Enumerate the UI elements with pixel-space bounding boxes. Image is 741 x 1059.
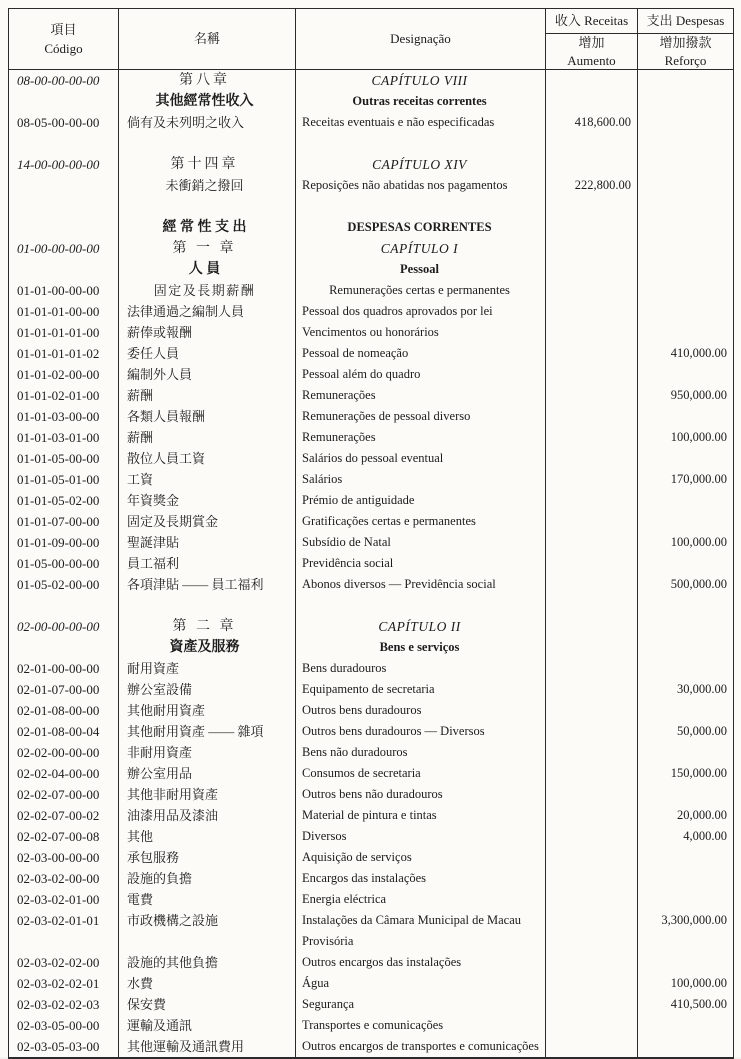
name-cell xyxy=(119,196,296,217)
code-cell: 01-01-05-02-00 xyxy=(9,490,119,511)
despesa-amount-cell xyxy=(638,784,734,805)
receita-amount-cell xyxy=(546,364,638,385)
code-cell: 01-01-05-00-00 xyxy=(9,448,119,469)
despesa-amount-cell xyxy=(638,154,734,175)
despesa-amount-cell: 30,000.00 xyxy=(638,679,734,700)
table-row xyxy=(9,973,734,994)
name-cell: 油漆用品及漆油 xyxy=(119,805,296,826)
receita-amount-cell xyxy=(546,574,638,595)
receita-amount-cell xyxy=(546,511,638,532)
code-cell xyxy=(9,196,119,217)
despesa-amount-cell xyxy=(638,70,734,92)
designation-cell: Subsídio de Natal xyxy=(296,532,546,553)
designation-cell: CAPÍTULO II xyxy=(296,616,546,637)
designation-cell: Pessoal dos quadros aprovados por lei xyxy=(296,301,546,322)
header-aumento-zh: 增加 xyxy=(551,34,632,52)
designation-cell: Segurança xyxy=(296,994,546,1015)
table-row xyxy=(9,364,734,385)
receita-amount-cell xyxy=(546,322,638,343)
despesa-amount-cell: 150,000.00 xyxy=(638,763,734,784)
name-cell: 固定及長期賞金 xyxy=(119,511,296,532)
despesa-amount-cell xyxy=(638,700,734,721)
despesa-amount-cell xyxy=(638,616,734,637)
designation-cell: Bens duradouros xyxy=(296,658,546,679)
name-cell: 耐用資產 xyxy=(119,658,296,679)
header-codigo-pt: Código xyxy=(14,39,113,59)
designation-cell: Salários xyxy=(296,469,546,490)
receita-amount-cell xyxy=(546,553,638,574)
designation-cell: Pessoal de nomeação xyxy=(296,343,546,364)
table-row xyxy=(9,805,734,826)
receita-amount-cell xyxy=(546,616,638,637)
despesa-amount-cell xyxy=(638,364,734,385)
designation-cell: CAPÍTULO VIII xyxy=(296,70,546,92)
receita-amount-cell xyxy=(546,910,638,931)
code-cell: 02-02-00-00-00 xyxy=(9,742,119,763)
name-cell: 辦公室用品 xyxy=(119,763,296,784)
receita-amount-cell: 418,600.00 xyxy=(546,112,638,133)
name-cell: 承包服務 xyxy=(119,847,296,868)
receita-amount-cell xyxy=(546,595,638,616)
despesa-amount-cell xyxy=(638,511,734,532)
code-cell: 02-03-02-02-00 xyxy=(9,952,119,973)
receita-amount-cell xyxy=(546,658,638,679)
table-row xyxy=(9,553,734,574)
designation-cell: CAPÍTULO I xyxy=(296,238,546,259)
table-row xyxy=(9,511,734,532)
code-cell: 02-03-02-02-03 xyxy=(9,994,119,1015)
table-row xyxy=(9,343,734,364)
code-cell: 08-00-00-00-00 xyxy=(9,70,119,92)
despesa-amount-cell xyxy=(638,1036,734,1058)
designation-cell: Prémio de antiguidade xyxy=(296,490,546,511)
designation-cell: Remunerações xyxy=(296,385,546,406)
name-cell: 未衝銷之撥回 xyxy=(119,175,296,196)
name-cell: 法律通過之編制人員 xyxy=(119,301,296,322)
name-cell: 固定及長期薪酬 xyxy=(119,280,296,301)
despesa-amount-cell xyxy=(638,322,734,343)
table-row xyxy=(9,259,734,280)
name-cell: 薪俸或報酬 xyxy=(119,322,296,343)
receita-amount-cell xyxy=(546,700,638,721)
table-row xyxy=(9,385,734,406)
name-cell: 聖誕津貼 xyxy=(119,532,296,553)
table-row xyxy=(9,532,734,553)
designation-cell: Instalações da Câmara Municipal de Macau xyxy=(296,910,546,931)
name-cell: 水費 xyxy=(119,973,296,994)
code-cell: 02-01-00-00-00 xyxy=(9,658,119,679)
despesa-amount-cell xyxy=(638,1015,734,1036)
code-cell xyxy=(9,259,119,280)
despesa-amount-cell xyxy=(638,91,734,112)
table-row xyxy=(9,238,734,259)
code-cell: 02-02-07-00-02 xyxy=(9,805,119,826)
code-cell: 02-02-07-00-08 xyxy=(9,826,119,847)
designation-cell: Vencimentos ou honorários xyxy=(296,322,546,343)
name-cell: 其他耐用資產 xyxy=(119,700,296,721)
header-codigo xyxy=(9,9,119,70)
name-cell xyxy=(119,133,296,154)
despesa-amount-cell xyxy=(638,637,734,658)
table-row xyxy=(9,763,734,784)
designation-cell xyxy=(296,133,546,154)
receita-amount-cell: 222,800.00 xyxy=(546,175,638,196)
name-cell: 保安費 xyxy=(119,994,296,1015)
name-cell: 薪酬 xyxy=(119,427,296,448)
receita-amount-cell xyxy=(546,721,638,742)
receita-amount-cell xyxy=(546,133,638,154)
receita-amount-cell xyxy=(546,847,638,868)
receita-amount-cell xyxy=(546,385,638,406)
designation-cell: CAPÍTULO XIV xyxy=(296,154,546,175)
code-cell: 02-01-08-00-04 xyxy=(9,721,119,742)
spacer-row xyxy=(9,133,734,154)
spacer-row xyxy=(9,595,734,616)
designation-cell: Bens e serviços xyxy=(296,637,546,658)
code-cell: 02-03-02-02-01 xyxy=(9,973,119,994)
despesa-amount-cell: 100,000.00 xyxy=(638,532,734,553)
table-row xyxy=(9,280,734,301)
header-reforco xyxy=(638,34,734,70)
despesa-amount-cell xyxy=(638,742,734,763)
despesa-amount-cell: 170,000.00 xyxy=(638,469,734,490)
code-cell: 02-03-05-00-00 xyxy=(9,1015,119,1036)
receita-amount-cell xyxy=(546,343,638,364)
despesa-amount-cell xyxy=(638,889,734,910)
table-row xyxy=(9,742,734,763)
receita-amount-cell xyxy=(546,301,638,322)
name-cell: 第八章 xyxy=(119,70,296,92)
receita-amount-cell xyxy=(546,1036,638,1058)
receita-amount-cell xyxy=(546,259,638,280)
code-cell: 01-01-09-00-00 xyxy=(9,532,119,553)
name-cell xyxy=(119,931,296,952)
name-cell: 其他 xyxy=(119,826,296,847)
code-cell xyxy=(9,931,119,952)
table-row xyxy=(9,616,734,637)
code-cell: 02-03-02-00-00 xyxy=(9,868,119,889)
despesa-amount-cell: 3,300,000.00 xyxy=(638,910,734,931)
table-header xyxy=(9,9,734,70)
name-cell: 其他非耐用資產 xyxy=(119,784,296,805)
despesa-amount-cell xyxy=(638,133,734,154)
code-cell: 01-01-01-01-00 xyxy=(9,322,119,343)
designation-cell: Receitas eventuais e não especificadas xyxy=(296,112,546,133)
table-row xyxy=(9,91,734,112)
despesa-amount-cell xyxy=(638,238,734,259)
receita-amount-cell xyxy=(546,154,638,175)
name-cell: 辦公室設備 xyxy=(119,679,296,700)
receita-amount-cell xyxy=(546,994,638,1015)
table-row xyxy=(9,784,734,805)
receita-amount-cell xyxy=(546,280,638,301)
designation-cell: Outros bens não duradouros xyxy=(296,784,546,805)
receita-amount-cell xyxy=(546,826,638,847)
designation-cell: Remunerações xyxy=(296,427,546,448)
designation-cell: Previdência social xyxy=(296,553,546,574)
designation-cell: Pessoal além do quadro xyxy=(296,364,546,385)
designation-cell: Equipamento de secretaria xyxy=(296,679,546,700)
designation-cell: Energia eléctrica xyxy=(296,889,546,910)
table-row xyxy=(9,658,734,679)
table-row xyxy=(9,427,734,448)
name-cell: 資產及服務 xyxy=(119,637,296,658)
code-cell: 01-01-02-01-00 xyxy=(9,385,119,406)
despesa-amount-cell: 20,000.00 xyxy=(638,805,734,826)
despesa-amount-cell xyxy=(638,406,734,427)
despesa-amount-cell xyxy=(638,931,734,952)
despesa-amount-cell xyxy=(638,259,734,280)
receita-amount-cell xyxy=(546,805,638,826)
code-cell: 02-02-07-00-00 xyxy=(9,784,119,805)
designation-cell: Reposições não abatidas nos pagamentos xyxy=(296,175,546,196)
receita-amount-cell xyxy=(546,931,638,952)
despesa-amount-cell xyxy=(638,658,734,679)
despesa-amount-cell: 4,000.00 xyxy=(638,826,734,847)
designation-cell: Outras receitas correntes xyxy=(296,91,546,112)
despesa-amount-cell xyxy=(638,952,734,973)
table-row xyxy=(9,574,734,595)
name-cell: 市政機構之設施 xyxy=(119,910,296,931)
code-cell xyxy=(9,133,119,154)
designation-cell: Outros encargos de transportes e comunicações xyxy=(296,1036,546,1058)
despesa-amount-cell: 950,000.00 xyxy=(638,385,734,406)
designation-cell xyxy=(296,196,546,217)
header-aumento-pt: Aumento xyxy=(551,52,632,70)
receita-amount-cell xyxy=(546,637,638,658)
despesa-amount-cell xyxy=(638,175,734,196)
name-cell: 非耐用資產 xyxy=(119,742,296,763)
name-cell: 電費 xyxy=(119,889,296,910)
receita-amount-cell xyxy=(546,742,638,763)
code-cell: 02-03-05-03-00 xyxy=(9,1036,119,1058)
table-row xyxy=(9,154,734,175)
name-cell: 運輸及通訊 xyxy=(119,1015,296,1036)
code-cell xyxy=(9,175,119,196)
despesa-amount-cell xyxy=(638,490,734,511)
table-row xyxy=(9,994,734,1015)
table-row xyxy=(9,217,734,238)
code-cell xyxy=(9,91,119,112)
name-cell: 散位人員工資 xyxy=(119,448,296,469)
designation-cell: Gratificações certas e permanentes xyxy=(296,511,546,532)
despesa-amount-cell: 500,000.00 xyxy=(638,574,734,595)
code-cell: 02-02-04-00-00 xyxy=(9,763,119,784)
table-row xyxy=(9,322,734,343)
receita-amount-cell xyxy=(546,238,638,259)
receita-amount-cell xyxy=(546,427,638,448)
code-cell: 02-03-00-00-00 xyxy=(9,847,119,868)
designation-cell: Diversos xyxy=(296,826,546,847)
table-row xyxy=(9,889,734,910)
name-cell: 編制外人員 xyxy=(119,364,296,385)
receita-amount-cell xyxy=(546,217,638,238)
receita-amount-cell xyxy=(546,1015,638,1036)
table-row xyxy=(9,679,734,700)
code-cell: 08-05-00-00-00 xyxy=(9,112,119,133)
receita-amount-cell xyxy=(546,973,638,994)
name-cell: 設施的負擔 xyxy=(119,868,296,889)
code-cell: 01-05-00-00-00 xyxy=(9,553,119,574)
despesa-amount-cell xyxy=(638,112,734,133)
table-row xyxy=(9,1015,734,1036)
receita-amount-cell xyxy=(546,91,638,112)
table-row xyxy=(9,700,734,721)
code-cell: 01-01-00-00-00 xyxy=(9,280,119,301)
table-row xyxy=(9,301,734,322)
header-receitas-group: 收入 Receitas xyxy=(546,9,638,34)
designation-cell: Material de pintura e tintas xyxy=(296,805,546,826)
designation-cell: Remunerações de pessoal diverso xyxy=(296,406,546,427)
table-row xyxy=(9,448,734,469)
despesa-amount-cell xyxy=(638,595,734,616)
table-row xyxy=(9,826,734,847)
table-row xyxy=(9,490,734,511)
receita-amount-cell xyxy=(546,448,638,469)
code-cell xyxy=(9,595,119,616)
name-cell: 各項津貼 —— 員工福利 xyxy=(119,574,296,595)
name-cell: 其他經常性收入 xyxy=(119,91,296,112)
designation-cell: Outros bens duradouros — Diversos xyxy=(296,721,546,742)
designation-cell: Água xyxy=(296,973,546,994)
name-cell: 工資 xyxy=(119,469,296,490)
despesa-amount-cell xyxy=(638,217,734,238)
budget-table xyxy=(8,8,734,1059)
name-cell: 委任人員 xyxy=(119,343,296,364)
name-cell: 倘有及未列明之收入 xyxy=(119,112,296,133)
code-cell xyxy=(9,217,119,238)
despesa-amount-cell xyxy=(638,553,734,574)
table-row xyxy=(9,952,734,973)
code-cell: 02-01-08-00-00 xyxy=(9,700,119,721)
receita-amount-cell xyxy=(546,763,638,784)
name-cell: 第 二 章 xyxy=(119,616,296,637)
header-nome: 名稱 xyxy=(119,9,296,70)
receita-amount-cell xyxy=(546,196,638,217)
code-cell: 01-01-03-00-00 xyxy=(9,406,119,427)
header-codigo-zh: 項目 xyxy=(14,20,113,40)
designation-cell: Abonos diversos — Previdência social xyxy=(296,574,546,595)
table-row xyxy=(9,847,734,868)
name-cell: 薪酬 xyxy=(119,385,296,406)
receita-amount-cell xyxy=(546,532,638,553)
table-row xyxy=(9,721,734,742)
despesa-amount-cell: 100,000.00 xyxy=(638,973,734,994)
designation-cell: Consumos de secretaria xyxy=(296,763,546,784)
designation-cell: Outros encargos das instalações xyxy=(296,952,546,973)
designation-cell: Remunerações certas e permanentes xyxy=(296,280,546,301)
designation-cell: Outros bens duradouros xyxy=(296,700,546,721)
despesa-amount-cell: 410,500.00 xyxy=(638,994,734,1015)
table-row xyxy=(9,1036,734,1058)
table-row xyxy=(9,175,734,196)
table-row xyxy=(9,406,734,427)
despesa-amount-cell xyxy=(638,280,734,301)
header-designacao: Designação xyxy=(296,9,546,70)
name-cell: 員工福利 xyxy=(119,553,296,574)
table-row xyxy=(9,931,734,952)
name-cell: 第十四章 xyxy=(119,154,296,175)
table-row xyxy=(9,112,734,133)
receita-amount-cell xyxy=(546,868,638,889)
name-cell: 各類人員報酬 xyxy=(119,406,296,427)
despesa-amount-cell xyxy=(638,301,734,322)
despesa-amount-cell: 100,000.00 xyxy=(638,427,734,448)
header-despesas-group: 支出 Despesas xyxy=(638,9,734,34)
table-row xyxy=(9,868,734,889)
code-cell: 02-03-02-01-01 xyxy=(9,910,119,931)
header-aumento xyxy=(546,34,638,70)
receita-amount-cell xyxy=(546,490,638,511)
designation-cell: Bens não duradouros xyxy=(296,742,546,763)
name-cell: 其他運輸及通訊費用 xyxy=(119,1036,296,1058)
table-body xyxy=(9,70,734,1059)
receita-amount-cell xyxy=(546,784,638,805)
name-cell: 其他耐用資產 —— 雜項 xyxy=(119,721,296,742)
despesa-amount-cell xyxy=(638,847,734,868)
receita-amount-cell xyxy=(546,406,638,427)
table-row xyxy=(9,637,734,658)
code-cell: 02-01-07-00-00 xyxy=(9,679,119,700)
designation-cell: Pessoal xyxy=(296,259,546,280)
code-cell: 01-01-03-01-00 xyxy=(9,427,119,448)
receita-amount-cell xyxy=(546,679,638,700)
receita-amount-cell xyxy=(546,469,638,490)
receita-amount-cell xyxy=(546,70,638,92)
code-cell: 01-01-01-00-00 xyxy=(9,301,119,322)
name-cell xyxy=(119,595,296,616)
despesa-amount-cell xyxy=(638,196,734,217)
name-cell: 經 常 性 支 出 xyxy=(119,217,296,238)
code-cell: 02-03-02-01-00 xyxy=(9,889,119,910)
code-cell: 14-00-00-00-00 xyxy=(9,154,119,175)
despesa-amount-cell: 50,000.00 xyxy=(638,721,734,742)
despesa-amount-cell: 410,000.00 xyxy=(638,343,734,364)
designation-cell xyxy=(296,595,546,616)
code-cell: 01-01-05-01-00 xyxy=(9,469,119,490)
designation-cell: Encargos das instalações xyxy=(296,868,546,889)
code-cell: 01-00-00-00-00 xyxy=(9,238,119,259)
designation-cell: Salários do pessoal eventual xyxy=(296,448,546,469)
despesa-amount-cell xyxy=(638,868,734,889)
spacer-row xyxy=(9,196,734,217)
name-cell: 設施的其他負擔 xyxy=(119,952,296,973)
header-row-top xyxy=(9,9,734,34)
designation-cell: Transportes e comunicações xyxy=(296,1015,546,1036)
header-reforco-pt: Reforço xyxy=(643,52,728,70)
designation-cell: Provisória xyxy=(296,931,546,952)
receita-amount-cell xyxy=(546,952,638,973)
code-cell: 01-01-07-00-00 xyxy=(9,511,119,532)
code-cell: 02-00-00-00-00 xyxy=(9,616,119,637)
table-row xyxy=(9,70,734,92)
name-cell: 年資獎金 xyxy=(119,490,296,511)
code-cell: 01-01-02-00-00 xyxy=(9,364,119,385)
code-cell: 01-01-01-01-02 xyxy=(9,343,119,364)
table-row xyxy=(9,910,734,931)
header-reforco-zh: 增加撥款 xyxy=(643,34,728,52)
name-cell: 人 員 xyxy=(119,259,296,280)
designation-cell: Aquisição de serviços xyxy=(296,847,546,868)
despesa-amount-cell xyxy=(638,448,734,469)
code-cell xyxy=(9,637,119,658)
name-cell: 第 一 章 xyxy=(119,238,296,259)
table-row xyxy=(9,469,734,490)
designation-cell: DESPESAS CORRENTES xyxy=(296,217,546,238)
code-cell: 01-05-02-00-00 xyxy=(9,574,119,595)
receita-amount-cell xyxy=(546,889,638,910)
